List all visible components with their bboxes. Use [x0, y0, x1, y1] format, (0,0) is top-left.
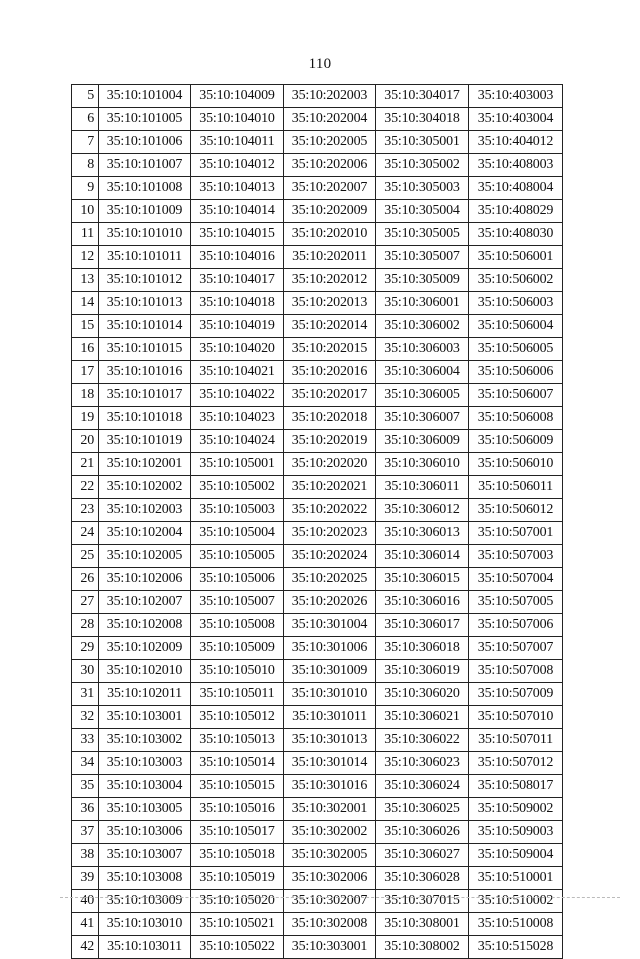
code-col-3-cell: 35:10:202012: [284, 269, 376, 292]
code-col-1-cell: 35:10:103007: [99, 844, 191, 867]
code-col-2-cell: 35:10:105005: [191, 545, 284, 568]
cadastral-codes-table-wrapper: [71, 84, 562, 959]
code-col-4-cell: 35:10:306017: [376, 614, 469, 637]
code-col-1-cell: 35:10:102003: [99, 499, 191, 522]
code-col-3-cell: 35:10:302002: [284, 821, 376, 844]
code-col-5-cell: 35:10:510008: [469, 913, 563, 936]
row-number-cell: 10: [72, 200, 99, 223]
row-number-cell: 36: [72, 798, 99, 821]
table-row: [72, 637, 563, 660]
table-row: [72, 177, 563, 200]
table-row: [72, 591, 563, 614]
row-number-cell: 24: [72, 522, 99, 545]
code-col-2-cell: 35:10:104011: [191, 131, 284, 154]
code-col-5-cell: 35:10:404012: [469, 131, 563, 154]
code-col-3-cell: 35:10:202014: [284, 315, 376, 338]
code-col-5-cell: 35:10:510001: [469, 867, 563, 890]
code-col-4-cell: 35:10:306004: [376, 361, 469, 384]
row-number-cell: 41: [72, 913, 99, 936]
code-col-4-cell: 35:10:305007: [376, 246, 469, 269]
code-col-5-cell: 35:10:506003: [469, 292, 563, 315]
code-col-5-cell: 35:10:510002: [469, 890, 563, 913]
code-col-1-cell: 35:10:103003: [99, 752, 191, 775]
code-col-2-cell: 35:10:104021: [191, 361, 284, 384]
code-col-4-cell: 35:10:306020: [376, 683, 469, 706]
code-col-1-cell: 35:10:101005: [99, 108, 191, 131]
code-col-4-cell: 35:10:306003: [376, 338, 469, 361]
code-col-3-cell: 35:10:302001: [284, 798, 376, 821]
row-number-cell: 38: [72, 844, 99, 867]
code-col-1-cell: 35:10:102009: [99, 637, 191, 660]
table-row: [72, 660, 563, 683]
code-col-4-cell: 35:10:306016: [376, 591, 469, 614]
code-col-5-cell: 35:10:403004: [469, 108, 563, 131]
code-col-5-cell: 35:10:506005: [469, 338, 563, 361]
row-number-cell: 26: [72, 568, 99, 591]
code-col-4-cell: 35:10:306013: [376, 522, 469, 545]
code-col-1-cell: 35:10:103008: [99, 867, 191, 890]
code-col-1-cell: 35:10:103004: [99, 775, 191, 798]
row-number-cell: 30: [72, 660, 99, 683]
code-col-5-cell: 35:10:408003: [469, 154, 563, 177]
code-col-5-cell: 35:10:506004: [469, 315, 563, 338]
code-col-5-cell: 35:10:507005: [469, 591, 563, 614]
row-number-cell: 7: [72, 131, 99, 154]
code-col-4-cell: 35:10:304017: [376, 85, 469, 108]
code-col-1-cell: 35:10:103002: [99, 729, 191, 752]
table-row: [72, 292, 563, 315]
code-col-2-cell: 35:10:105018: [191, 844, 284, 867]
code-col-4-cell: 35:10:306021: [376, 706, 469, 729]
cadastral-codes-table: [71, 84, 563, 959]
row-number-cell: 27: [72, 591, 99, 614]
code-col-5-cell: 35:10:506008: [469, 407, 563, 430]
table-row: [72, 821, 563, 844]
code-col-1-cell: 35:10:103001: [99, 706, 191, 729]
row-number-cell: 14: [72, 292, 99, 315]
code-col-1-cell: 35:10:101004: [99, 85, 191, 108]
code-col-3-cell: 35:10:301010: [284, 683, 376, 706]
code-col-4-cell: 35:10:306025: [376, 798, 469, 821]
code-col-2-cell: 35:10:104015: [191, 223, 284, 246]
table-row: [72, 384, 563, 407]
table-row: [72, 499, 563, 522]
code-col-5-cell: 35:10:507007: [469, 637, 563, 660]
code-col-1-cell: 35:10:101015: [99, 338, 191, 361]
code-col-1-cell: 35:10:102004: [99, 522, 191, 545]
code-col-2-cell: 35:10:104017: [191, 269, 284, 292]
code-col-1-cell: 35:10:102008: [99, 614, 191, 637]
table-row: [72, 85, 563, 108]
code-col-2-cell: 35:10:104018: [191, 292, 284, 315]
table-row: [72, 706, 563, 729]
table-row: [72, 729, 563, 752]
table-row: [72, 614, 563, 637]
code-col-3-cell: 35:10:302006: [284, 867, 376, 890]
code-col-4-cell: 35:10:306007: [376, 407, 469, 430]
code-col-3-cell: 35:10:202017: [284, 384, 376, 407]
code-col-5-cell: 35:10:506012: [469, 499, 563, 522]
code-col-4-cell: 35:10:308001: [376, 913, 469, 936]
code-col-1-cell: 35:10:103010: [99, 913, 191, 936]
row-number-cell: 11: [72, 223, 99, 246]
code-col-4-cell: 35:10:306014: [376, 545, 469, 568]
code-col-4-cell: 35:10:306012: [376, 499, 469, 522]
code-col-2-cell: 35:10:105019: [191, 867, 284, 890]
code-col-3-cell: 35:10:202005: [284, 131, 376, 154]
code-col-4-cell: 35:10:305009: [376, 269, 469, 292]
code-col-1-cell: 35:10:102006: [99, 568, 191, 591]
code-col-4-cell: 35:10:306001: [376, 292, 469, 315]
code-col-1-cell: 35:10:101017: [99, 384, 191, 407]
row-number-cell: 23: [72, 499, 99, 522]
code-col-2-cell: 35:10:104022: [191, 384, 284, 407]
code-col-5-cell: 35:10:408004: [469, 177, 563, 200]
row-number-cell: 15: [72, 315, 99, 338]
code-col-1-cell: 35:10:103009: [99, 890, 191, 913]
code-col-5-cell: 35:10:508017: [469, 775, 563, 798]
table-row: [72, 246, 563, 269]
code-col-3-cell: 35:10:202020: [284, 453, 376, 476]
code-col-3-cell: 35:10:301013: [284, 729, 376, 752]
code-col-4-cell: 35:10:308002: [376, 936, 469, 959]
row-number-cell: 22: [72, 476, 99, 499]
code-col-5-cell: 35:10:507003: [469, 545, 563, 568]
code-col-2-cell: 35:10:105002: [191, 476, 284, 499]
code-col-5-cell: 35:10:408030: [469, 223, 563, 246]
code-col-5-cell: 35:10:506007: [469, 384, 563, 407]
code-col-3-cell: 35:10:202025: [284, 568, 376, 591]
code-col-3-cell: 35:10:202018: [284, 407, 376, 430]
code-col-3-cell: 35:10:302007: [284, 890, 376, 913]
table-row: [72, 361, 563, 384]
code-col-3-cell: 35:10:202024: [284, 545, 376, 568]
table-row: [72, 407, 563, 430]
code-col-2-cell: 35:10:104014: [191, 200, 284, 223]
row-number-cell: 29: [72, 637, 99, 660]
code-col-2-cell: 35:10:105022: [191, 936, 284, 959]
row-number-cell: 25: [72, 545, 99, 568]
table-row: [72, 453, 563, 476]
table-row: [72, 798, 563, 821]
code-col-1-cell: 35:10:102002: [99, 476, 191, 499]
code-col-5-cell: 35:10:507011: [469, 729, 563, 752]
code-col-3-cell: 35:10:301014: [284, 752, 376, 775]
code-col-3-cell: 35:10:301016: [284, 775, 376, 798]
table-row: [72, 936, 563, 959]
page-bottom-rule: [60, 897, 620, 898]
code-col-5-cell: 35:10:506009: [469, 430, 563, 453]
code-col-2-cell: 35:10:105008: [191, 614, 284, 637]
row-number-cell: 31: [72, 683, 99, 706]
code-col-1-cell: 35:10:101010: [99, 223, 191, 246]
table-row: [72, 269, 563, 292]
row-number-cell: 35: [72, 775, 99, 798]
code-col-1-cell: 35:10:101009: [99, 200, 191, 223]
code-col-5-cell: 35:10:507004: [469, 568, 563, 591]
table-row: [72, 568, 563, 591]
code-col-2-cell: 35:10:105003: [191, 499, 284, 522]
row-number-cell: 42: [72, 936, 99, 959]
code-col-3-cell: 35:10:202021: [284, 476, 376, 499]
code-col-1-cell: 35:10:101016: [99, 361, 191, 384]
table-row: [72, 913, 563, 936]
row-number-cell: 19: [72, 407, 99, 430]
code-col-5-cell: 35:10:507006: [469, 614, 563, 637]
row-number-cell: 28: [72, 614, 99, 637]
code-col-5-cell: 35:10:507008: [469, 660, 563, 683]
code-col-1-cell: 35:10:101007: [99, 154, 191, 177]
code-col-2-cell: 35:10:104019: [191, 315, 284, 338]
code-col-3-cell: 35:10:303001: [284, 936, 376, 959]
table-row: [72, 430, 563, 453]
code-col-3-cell: 35:10:202016: [284, 361, 376, 384]
table-row: [72, 154, 563, 177]
code-col-5-cell: 35:10:408029: [469, 200, 563, 223]
table-row: [72, 108, 563, 131]
table-row: [72, 867, 563, 890]
code-col-2-cell: 35:10:105006: [191, 568, 284, 591]
code-col-2-cell: 35:10:105014: [191, 752, 284, 775]
code-col-5-cell: 35:10:506010: [469, 453, 563, 476]
code-col-3-cell: 35:10:202015: [284, 338, 376, 361]
code-col-5-cell: 35:10:506006: [469, 361, 563, 384]
code-col-3-cell: 35:10:202022: [284, 499, 376, 522]
code-col-2-cell: 35:10:105010: [191, 660, 284, 683]
code-col-2-cell: 35:10:105009: [191, 637, 284, 660]
code-col-2-cell: 35:10:104020: [191, 338, 284, 361]
code-col-3-cell: 35:10:202007: [284, 177, 376, 200]
code-col-5-cell: 35:10:515028: [469, 936, 563, 959]
table-row: [72, 476, 563, 499]
code-col-5-cell: 35:10:506011: [469, 476, 563, 499]
table-row: [72, 522, 563, 545]
row-number-cell: 18: [72, 384, 99, 407]
code-col-4-cell: 35:10:306015: [376, 568, 469, 591]
code-col-5-cell: 35:10:403003: [469, 85, 563, 108]
code-col-1-cell: 35:10:101006: [99, 131, 191, 154]
code-col-4-cell: 35:10:306023: [376, 752, 469, 775]
table-row: [72, 545, 563, 568]
code-col-2-cell: 35:10:105015: [191, 775, 284, 798]
code-col-4-cell: 35:10:306024: [376, 775, 469, 798]
code-col-4-cell: 35:10:306027: [376, 844, 469, 867]
code-col-4-cell: 35:10:305004: [376, 200, 469, 223]
code-col-2-cell: 35:10:104010: [191, 108, 284, 131]
code-col-1-cell: 35:10:102001: [99, 453, 191, 476]
code-col-4-cell: 35:10:306005: [376, 384, 469, 407]
code-col-4-cell: 35:10:306011: [376, 476, 469, 499]
code-col-3-cell: 35:10:202003: [284, 85, 376, 108]
row-number-cell: 16: [72, 338, 99, 361]
code-col-1-cell: 35:10:101013: [99, 292, 191, 315]
code-col-2-cell: 35:10:105013: [191, 729, 284, 752]
row-number-cell: 40: [72, 890, 99, 913]
table-row: [72, 223, 563, 246]
code-col-3-cell: 35:10:302008: [284, 913, 376, 936]
code-col-2-cell: 35:10:104023: [191, 407, 284, 430]
code-col-4-cell: 35:10:306022: [376, 729, 469, 752]
code-col-3-cell: 35:10:301006: [284, 637, 376, 660]
code-col-5-cell: 35:10:507012: [469, 752, 563, 775]
code-col-4-cell: 35:10:305005: [376, 223, 469, 246]
code-col-2-cell: 35:10:105017: [191, 821, 284, 844]
code-col-3-cell: 35:10:202004: [284, 108, 376, 131]
code-col-3-cell: 35:10:202019: [284, 430, 376, 453]
code-col-2-cell: 35:10:105004: [191, 522, 284, 545]
code-col-4-cell: 35:10:306009: [376, 430, 469, 453]
code-col-5-cell: 35:10:507010: [469, 706, 563, 729]
row-number-cell: 9: [72, 177, 99, 200]
row-number-cell: 6: [72, 108, 99, 131]
table-body: [72, 85, 563, 959]
code-col-1-cell: 35:10:101018: [99, 407, 191, 430]
code-col-2-cell: 35:10:104024: [191, 430, 284, 453]
row-number-cell: 8: [72, 154, 99, 177]
row-number-cell: 21: [72, 453, 99, 476]
code-col-3-cell: 35:10:301009: [284, 660, 376, 683]
row-number-cell: 12: [72, 246, 99, 269]
table-row: [72, 315, 563, 338]
code-col-1-cell: 35:10:103005: [99, 798, 191, 821]
code-col-5-cell: 35:10:506001: [469, 246, 563, 269]
code-col-3-cell: 35:10:202006: [284, 154, 376, 177]
code-col-3-cell: 35:10:202011: [284, 246, 376, 269]
code-col-2-cell: 35:10:104013: [191, 177, 284, 200]
code-col-3-cell: 35:10:302005: [284, 844, 376, 867]
code-col-1-cell: 35:10:103011: [99, 936, 191, 959]
code-col-2-cell: 35:10:104009: [191, 85, 284, 108]
code-col-1-cell: 35:10:102011: [99, 683, 191, 706]
code-col-1-cell: 35:10:102010: [99, 660, 191, 683]
code-col-2-cell: 35:10:105021: [191, 913, 284, 936]
code-col-1-cell: 35:10:101014: [99, 315, 191, 338]
code-col-4-cell: 35:10:305001: [376, 131, 469, 154]
code-col-4-cell: 35:10:305003: [376, 177, 469, 200]
code-col-4-cell: 35:10:304018: [376, 108, 469, 131]
code-col-5-cell: 35:10:509003: [469, 821, 563, 844]
code-col-2-cell: 35:10:104016: [191, 246, 284, 269]
code-col-5-cell: 35:10:507009: [469, 683, 563, 706]
row-number-cell: 34: [72, 752, 99, 775]
row-number-cell: 39: [72, 867, 99, 890]
table-row: [72, 752, 563, 775]
code-col-3-cell: 35:10:202009: [284, 200, 376, 223]
code-col-2-cell: 35:10:105012: [191, 706, 284, 729]
code-col-1-cell: 35:10:101011: [99, 246, 191, 269]
code-col-4-cell: 35:10:306028: [376, 867, 469, 890]
table-row: [72, 131, 563, 154]
code-col-2-cell: 35:10:105001: [191, 453, 284, 476]
code-col-2-cell: 35:10:105020: [191, 890, 284, 913]
code-col-5-cell: 35:10:506002: [469, 269, 563, 292]
code-col-4-cell: 35:10:306002: [376, 315, 469, 338]
table-row: [72, 844, 563, 867]
code-col-1-cell: 35:10:101008: [99, 177, 191, 200]
row-number-cell: 20: [72, 430, 99, 453]
table-row: [72, 890, 563, 913]
code-col-2-cell: 35:10:105007: [191, 591, 284, 614]
code-col-3-cell: 35:10:202026: [284, 591, 376, 614]
row-number-cell: 37: [72, 821, 99, 844]
code-col-4-cell: 35:10:306018: [376, 637, 469, 660]
code-col-3-cell: 35:10:202010: [284, 223, 376, 246]
row-number-cell: 5: [72, 85, 99, 108]
code-col-4-cell: 35:10:306026: [376, 821, 469, 844]
code-col-4-cell: 35:10:306010: [376, 453, 469, 476]
table-row: [72, 775, 563, 798]
row-number-cell: 17: [72, 361, 99, 384]
page-number: 110: [308, 56, 332, 72]
code-col-5-cell: 35:10:509004: [469, 844, 563, 867]
code-col-5-cell: 35:10:507001: [469, 522, 563, 545]
code-col-1-cell: 35:10:101012: [99, 269, 191, 292]
table-row: [72, 338, 563, 361]
code-col-1-cell: 35:10:102005: [99, 545, 191, 568]
code-col-1-cell: 35:10:102007: [99, 591, 191, 614]
table-row: [72, 683, 563, 706]
code-col-4-cell: 35:10:306019: [376, 660, 469, 683]
code-col-4-cell: 35:10:305002: [376, 154, 469, 177]
row-number-cell: 13: [72, 269, 99, 292]
row-number-cell: 32: [72, 706, 99, 729]
code-col-3-cell: 35:10:301011: [284, 706, 376, 729]
code-col-2-cell: 35:10:105016: [191, 798, 284, 821]
code-col-2-cell: 35:10:105011: [191, 683, 284, 706]
row-number-cell: 33: [72, 729, 99, 752]
code-col-5-cell: 35:10:509002: [469, 798, 563, 821]
code-col-4-cell: 35:10:307015: [376, 890, 469, 913]
code-col-3-cell: 35:10:202023: [284, 522, 376, 545]
table-row: [72, 200, 563, 223]
code-col-3-cell: 35:10:301004: [284, 614, 376, 637]
code-col-1-cell: 35:10:103006: [99, 821, 191, 844]
code-col-2-cell: 35:10:104012: [191, 154, 284, 177]
code-col-3-cell: 35:10:202013: [284, 292, 376, 315]
code-col-1-cell: 35:10:101019: [99, 430, 191, 453]
